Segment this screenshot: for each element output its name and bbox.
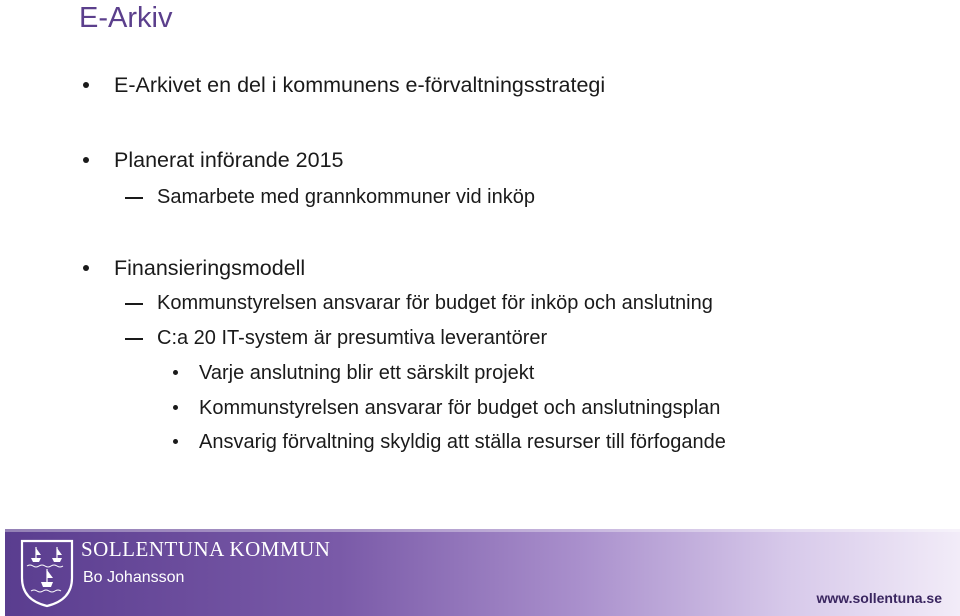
sub-sub-item: Kommunstyrelsen ansvarar för budget och anslutningsplan — [199, 397, 721, 419]
bullet-item: Finansieringsmodell — [114, 256, 306, 280]
bullet-icon — [83, 82, 89, 88]
dash-icon — [125, 197, 143, 199]
sub-sub-item: Ansvarig förvaltning skyldig att ställa resurser till förfogande — [199, 431, 726, 453]
bullet-icon — [83, 265, 89, 271]
footer — [5, 529, 960, 616]
sub-sub-item: Varje anslutning blir ett särskilt projekt — [199, 362, 535, 384]
footer-band — [5, 529, 960, 532]
bullet-icon — [173, 405, 178, 410]
bullet-icon — [173, 370, 178, 375]
sub-item: Kommunstyrelsen ansvarar för budget för inköp och anslutning — [157, 292, 713, 314]
dash-icon — [125, 303, 143, 305]
bullet-icon — [173, 439, 178, 444]
website-link[interactable]: www.sollentuna.se — [816, 590, 942, 606]
slide-title: E-Arkiv — [79, 2, 173, 34]
bullet-item: Planerat införande 2015 — [114, 148, 344, 172]
author-name: Bo Johansson — [83, 569, 185, 586]
sub-item: Samarbete med grannkommuner vid inköp — [157, 186, 535, 208]
sub-item: C:a 20 IT-system är presumtiva leverantörer — [157, 327, 548, 349]
bullet-icon — [83, 157, 89, 163]
municipal-crest-icon — [19, 538, 75, 608]
bullet-item: E-Arkivet en del i kommunens e-förvaltningsstrategi — [114, 73, 606, 97]
dash-icon — [125, 338, 143, 340]
organization-name: SOLLENTUNA KOMMUN — [81, 537, 331, 561]
